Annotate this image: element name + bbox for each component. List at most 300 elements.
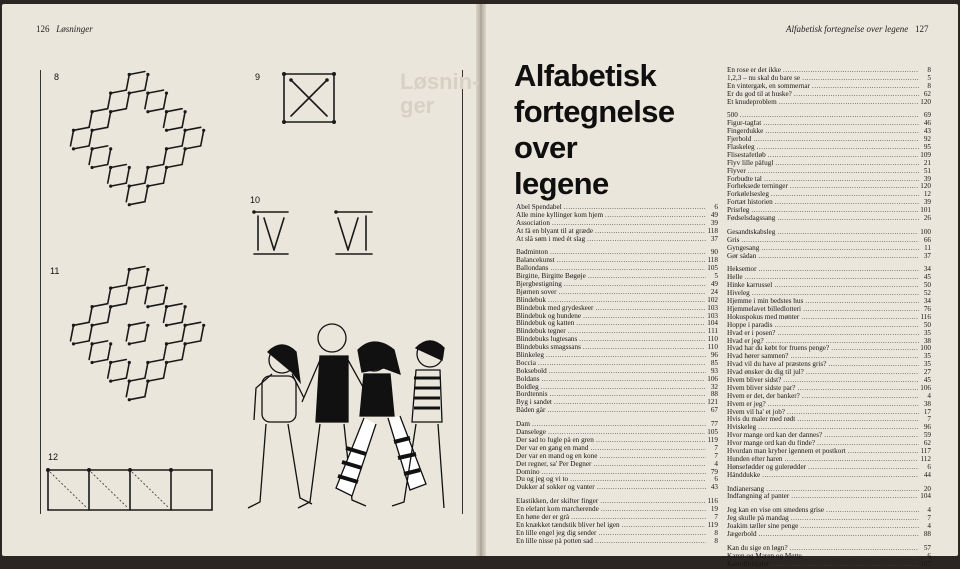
index-entry [516,305,718,313]
left-page-number: 126 [36,24,50,34]
index-entry-page: 110 [707,344,718,352]
index-entry-title: Heksemor [727,266,757,274]
index-entry [516,344,718,352]
index-entry-title: Hvor mange ord kan du finde? [727,440,816,448]
matchstick [129,285,145,288]
index-entry [727,523,931,531]
index-entry [727,553,931,561]
index-entry-title: Elastikken, der skifter finger [516,498,599,506]
matchstick [145,363,148,379]
index-entry-title: Forkølelsesleg [727,191,769,199]
index-entry [516,257,718,265]
dot-leader [783,377,919,385]
dot-leader [802,393,919,401]
index-entry [727,545,931,553]
index-entry [727,183,931,191]
index-entry-page: 100 [920,345,931,353]
dot-leader [779,99,919,107]
index-entry-page: 120 [920,183,931,191]
index-entry-title: Boksebold [516,367,547,375]
dot-leader [759,531,919,539]
index-entry-title: Birgitte, Birgitte Bøgøje [516,273,586,281]
index-entry-title: Der sad to fugle på en gren [516,436,594,444]
index-entry [516,384,718,392]
match-head [91,342,94,345]
dot-leader [768,152,918,160]
index-entry [727,128,931,136]
dot-leader [550,391,706,399]
dot-leader [777,229,918,237]
index-entry-page: 85 [710,359,718,367]
dot-leader [758,253,919,261]
index-entry-page: 119 [707,436,718,444]
dot-leader [790,353,919,361]
index-entry [727,416,931,424]
dot-leader [593,461,706,469]
index-entry [727,67,931,75]
matchstick [145,325,148,341]
dot-leader [812,83,919,91]
index-entry-page: 34 [923,298,931,306]
index-entry-title: Fortæt historien [727,199,773,207]
index-entry [727,314,931,322]
dot-leader [550,249,706,257]
index-entry-page: 43 [923,128,931,136]
index-entry [727,168,931,176]
index-entry-title: Hokuspokus med mønter [727,313,800,321]
index-entry-page: 105 [707,429,718,437]
index-entry [727,385,931,393]
index-entry-title: Hvem vil ha' et job? [727,408,785,416]
match-head [91,361,94,364]
index-entry [727,464,931,472]
dot-leader [774,282,919,290]
match-head [109,361,112,364]
index-entry [516,429,718,437]
index-entry-title: Karen og Maren og Mette [727,552,802,560]
index-entry-page: 49 [710,211,718,219]
dot-leader [595,305,705,313]
index-entry-page: 20 [923,485,931,493]
index-entry [727,361,931,369]
index-entry-title: En elefant kom marcherende [516,506,599,514]
index-entry-title: Fingerdukke [727,128,764,136]
index-entry [727,298,931,306]
dot-leader [538,360,706,368]
matchstick [108,288,111,304]
index-entry-page: 19 [710,506,718,514]
dot-leader [583,344,706,352]
matchstick [111,360,127,363]
matchstick [182,325,185,341]
index-entry-page: 35 [923,353,931,361]
index-entry [516,522,718,530]
index-entry-page: 92 [923,136,931,144]
match-head [109,342,112,345]
dot-leader [542,469,706,477]
index-entry-page: 100 [920,228,931,236]
index-entry-title: Alle mine kyllinger kom hjem [516,211,604,219]
matchstick [92,304,108,307]
match-head [128,361,131,364]
dot-leader [532,421,706,429]
match-head [128,324,131,327]
index-entry-title: Hviskeleg [727,424,757,432]
index-entry-page: 69 [923,112,931,120]
matchstick [167,322,183,325]
index-entry-title: Danselege [516,429,546,437]
matchstick [126,288,129,304]
dot-leader [791,493,918,501]
dot-leader [848,448,919,456]
index-entry-title: Hjemmelavet billedlotteri [727,305,802,313]
dot-leader [802,75,919,83]
dot-leader [817,440,919,448]
index-entry [516,297,718,305]
index-entry [727,112,931,120]
index-entry-title: Jeg skulle på mandag [727,515,789,523]
index-entry-page: 6 [927,552,931,560]
index-entry-page: 8 [927,67,931,74]
matchstick [182,344,185,360]
matchstick [148,378,164,381]
dot-leader [598,530,706,538]
index-entry-title: Forbudte tal [727,175,762,183]
index-entry-title: Hvis du maler med rødt [727,416,796,424]
index-entry [516,506,718,514]
matchstick [126,325,129,341]
index-entry [516,391,718,399]
index-entry [516,368,718,376]
index-entry [727,493,931,501]
match-head [128,268,131,271]
matchstick-figure-10 [250,208,380,258]
index-entry [727,440,931,448]
index-entry-page: 24 [710,288,718,296]
index-entry [516,281,718,289]
index-entry-title: Blinkeleg [516,352,544,360]
index-entry-title: Boldleg [516,383,539,391]
matchstick [145,270,148,286]
index-entry [727,144,931,152]
index-entry [727,215,931,223]
dot-leader [828,361,919,369]
matchstick [148,360,164,363]
index-entry-title: Hiveleg [727,290,750,298]
index-entry-title: Byg i sandet [516,399,552,407]
index-entry-title: Hoppe i paradis [727,321,773,329]
match-head [165,287,168,290]
index-entry-page: 43 [710,484,718,492]
index-entry [727,322,931,330]
dot-leader [542,376,706,384]
index-entry [727,515,931,523]
matchstick [129,378,145,381]
index-entry-title: Hvad hører sammen? [727,353,789,361]
match-head [128,398,131,401]
index-entry [727,486,931,494]
matchstick [164,307,167,323]
matchstick-figure-9 [282,72,336,124]
index-entry-title: At slå søm i med ét slag [516,235,586,243]
dot-leader [805,298,919,306]
matchstick [89,344,92,360]
dot-leader [588,273,706,281]
index-entry-title: En vintergæk, en sommernar [727,82,810,90]
dot-leader [547,407,706,415]
dot-leader [751,207,918,215]
index-entry-page: 39 [923,175,931,183]
matchstick [164,344,167,360]
index-entry-title: Ballondans [516,265,549,273]
match-head [109,380,112,383]
dot-leader [766,338,919,346]
matchstick [126,270,129,286]
index-entry [516,514,718,522]
index-entry-page: 62 [923,440,931,448]
index-entry [516,360,718,368]
index-column-2 [727,67,931,569]
index-entry [727,456,931,464]
dot-leader [600,498,705,506]
matchstick [148,285,164,288]
index-entry [727,377,931,385]
dot-leader [826,507,919,515]
index-entry-page: 109 [920,151,931,159]
index-entry-title: Er du god til at huske? [727,90,792,98]
index-entry-title: Jeg kan en vise om smedens grise [727,507,825,515]
index-entry-page: 96 [923,424,931,432]
index-entry-title: Blindebuk og katten [516,320,575,328]
index-entry [516,313,718,321]
dot-leader [794,91,919,99]
index-entry-title: Hjemme i min bedstes hus [727,298,804,306]
index-entry [516,249,718,257]
index-entry-title: Der var en gang en mand [516,444,589,452]
index-entry-page: 102 [707,296,718,304]
left-section-title: Løsninger [56,24,93,34]
index-entry [727,229,931,237]
dot-leader [541,384,706,392]
index-entry-page: 50 [923,282,931,290]
index-entry-page: 118 [707,257,718,265]
index-entry-title: Kartoffelstafet [727,560,769,568]
dot-leader [596,437,706,445]
index-entry [727,531,931,539]
match-head [165,305,168,308]
index-entry-title: Båden går [516,407,546,415]
index-entry [516,421,718,429]
index-entry-title: Blindebuk og hundene [516,312,582,320]
dot-leader [790,545,919,553]
index-entry-page: 76 [923,305,931,313]
index-entry-title: Du og jeg og vi to [516,476,569,484]
index-entry-title: Hånddukke [727,471,761,479]
index-entry [727,290,931,298]
index-entry-title: Hvad er i posen? [727,329,776,337]
index-entry-title: En knækket tændstik bliver hel igen [516,521,620,529]
match-head [146,361,149,364]
dot-leader [568,328,706,336]
index-entry-page: 79 [710,468,718,476]
match-head [72,324,75,327]
index-entry-page: 112 [920,455,931,463]
index-entry-page: 103 [707,304,718,312]
dot-leader [763,120,919,128]
index-entry-page: 8 [927,82,931,90]
index-entry-title: Jægerbold [727,530,757,538]
index-entry [516,407,718,415]
index-entry [516,336,718,344]
index-entry-page: 104 [707,320,718,328]
dot-leader [759,266,919,274]
index-entry-title: Blindebuk tegner [516,328,566,336]
matchstick [108,363,111,379]
page-title: Alfabetisk fortegnelse over legene [514,58,675,201]
index-entry-title: Hvor mange ord kan der dannes? [727,432,823,440]
index-entry [727,266,931,274]
index-entry [516,399,718,407]
dot-leader [783,67,919,75]
match-head [146,380,149,383]
dot-leader [761,245,919,253]
index-entry-title: Hvad er jeg? [727,337,764,345]
index-entry [727,160,931,168]
matchstick [92,360,108,363]
matchstick [126,363,129,379]
matchstick [167,304,183,307]
match-head [165,342,168,345]
index-entry-page: 38 [923,400,931,408]
children-playing-illustration [244,312,454,518]
index-entry-title: Gyngesang [727,244,760,252]
dot-leader [775,199,919,207]
index-entry-title: Flyver [727,167,746,175]
index-entry-title: Flyv lille påfugl [727,159,774,167]
index-entry-page: 88 [710,391,718,399]
index-entry [516,328,718,336]
index-entry [727,99,931,107]
index-entry [516,228,718,236]
index-entry [727,207,931,215]
index-entry-title: Dukker af sokker og vanter [516,484,595,492]
index-entry-page: 66 [923,236,931,244]
matchstick [145,381,148,397]
index-entry-title: Kan du sige en løgn? [727,544,788,552]
index-entry-title: Hunden efter haren [727,455,783,463]
index-entry [516,289,718,297]
index-entry [516,484,718,492]
index-entry-page: 5 [927,74,931,82]
dot-leader [766,486,919,494]
matchstick [111,304,127,307]
dot-leader [599,453,706,461]
match-head [184,324,187,327]
index-entry [727,345,931,353]
index-entry [516,204,718,212]
index-entry [727,199,931,207]
index-entry-page: 44 [923,471,931,479]
matchstick [129,341,145,344]
show-through-text: Løsnin- ger [400,69,480,118]
matchstick [129,397,145,400]
index-entry-page: 4 [927,507,931,515]
index-entry [516,273,718,281]
index-entry-title: Indianersang [727,485,765,493]
index-entry [516,469,718,477]
index-entry-page: 49 [710,281,718,289]
index-entry-page: 104 [920,493,931,501]
dot-leader [559,289,706,297]
index-entry-title: Blindebuks smagssans [516,344,581,352]
index-entry-title: Prisrleg [727,207,750,215]
index-entry-title: Bordtennis [516,391,548,399]
match-head [109,287,112,290]
dot-leader [784,456,918,464]
index-entry-page: 38 [923,337,931,345]
index-entry-page: 88 [923,530,931,538]
index-entry-page: 35 [923,361,931,369]
match-head [146,324,149,327]
match-head [72,342,75,345]
dot-leader [824,432,919,440]
match-head [128,287,131,290]
index-entry-title: Figur-tagfat [727,120,762,128]
matchstick [129,322,145,325]
index-entry-title: Hvem bliver sidste par? [727,384,796,392]
dot-leader [597,484,706,492]
index-entry [727,338,931,346]
index-entry [727,353,931,361]
dot-leader [787,409,919,417]
index-entry [727,245,931,253]
index-entry-page: 35 [923,329,931,337]
index-entry [516,538,718,546]
index-entry-page: 45 [923,376,931,384]
index-entry [516,453,718,461]
index-entry-page: 6 [714,476,718,484]
dot-leader [790,183,918,191]
index-entry-title: En lille engel jeg dig sender [516,529,597,537]
match-head [184,342,187,345]
dot-leader [758,424,919,432]
dot-leader [564,204,706,212]
index-entry-title: Hvem bliver sidst? [727,376,782,384]
match-head [202,324,205,327]
index-entry-title: At få en blyant til at græde [516,227,594,235]
dot-leader [797,416,919,424]
index-entry-page: 93 [710,367,718,375]
dot-leader [748,168,919,176]
index-entry-page: 95 [923,144,931,152]
dot-leader [546,352,706,360]
dot-leader [775,160,919,168]
dot-leader [803,306,919,314]
index-entry-page: 12 [923,191,931,199]
dot-leader [778,330,920,338]
index-entry [727,253,931,261]
index-entry-page: 4 [927,523,931,531]
index-entry-title: Bjergbestigning [516,281,562,289]
dot-leader [564,281,706,289]
index-entry-page: 120 [920,98,931,106]
index-entry-page: 101 [920,207,931,215]
index-entry-page: 37 [923,252,931,260]
match-head [109,305,112,308]
index-entry-title: Badminton [516,249,548,257]
index-entry-page: 46 [923,120,931,128]
index-entry-title: En rose er det ikke [727,67,781,74]
